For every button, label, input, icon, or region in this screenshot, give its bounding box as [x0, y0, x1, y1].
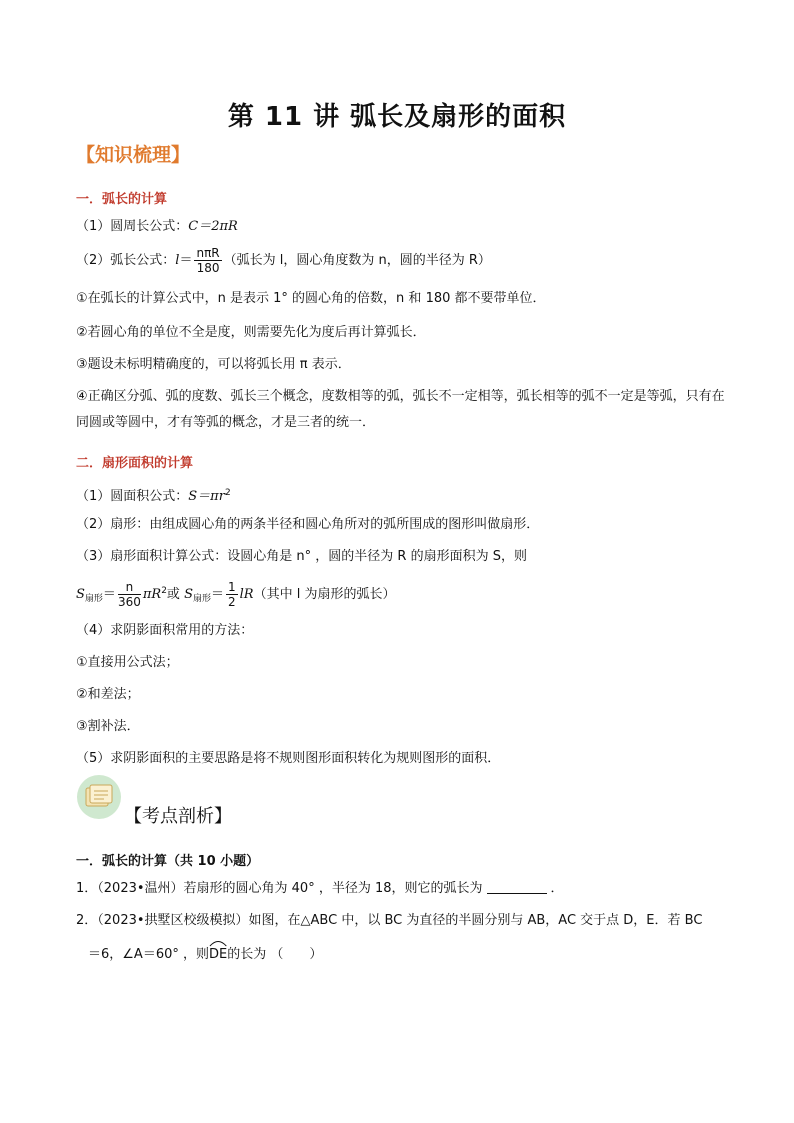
sector-area-piR: πR: [142, 587, 162, 602]
point-3: ③题设未标明精确度的，可以将弧长用 π 表示．: [76, 357, 351, 372]
question-2-line-1: 2．（2023•拱墅区校级模拟）如图，在△ABC 中，以 BC 为直径的半圆分别与 AB，AC 交于点 D，E．若 BC: [76, 913, 703, 928]
fraction-numerator: n: [118, 580, 141, 595]
question-1-end: ．: [550, 881, 564, 896]
sector-area-eq-2: ＝: [210, 587, 224, 602]
sector-area-eq: ＝: [102, 587, 116, 602]
knowledge-section-tag: 【知识梳理】: [76, 144, 191, 166]
fraction-denominator: 2: [228, 595, 236, 609]
sector-area-exponent: 2: [161, 586, 167, 596]
method-2: ②和差法；: [76, 687, 140, 702]
question-1: [76, 880, 564, 898]
page-title: 第 11 讲 弧长及扇形的面积: [227, 102, 567, 132]
method-1: ①直接用公式法；: [76, 655, 179, 670]
arc-length-label: （2）弧长公式：: [76, 253, 176, 268]
circumference-label: （1）圆周长公式：: [76, 219, 189, 234]
shaded-area-main-idea: （5）求阴影面积的主要思路是将不规则图形面积转化为规则图形的面积．: [76, 751, 501, 766]
analysis-section-tag: 【考点剖析】: [124, 806, 232, 827]
question-2-end: 的长为 （ ）: [227, 947, 323, 962]
fraction-denominator: 360: [117, 595, 141, 609]
circle-area-label: （1）圆面积公式：: [76, 489, 189, 504]
shaded-area-methods-intro: （4）求阴影面积常用的方法：: [76, 623, 254, 638]
sector-area-subscript-2: 扇形: [192, 594, 211, 604]
section-heading-sector-area: 二．扇形面积的计算: [76, 456, 194, 471]
sector-area-subscript: 扇形: [84, 594, 103, 604]
circumference-formula: C＝2πR: [188, 219, 238, 234]
sector-definition: （2）扇形：由组成圆心角的两条半径和圆心角所对的弧所围成的图形叫做扇形．: [76, 517, 540, 532]
arc-length-fraction: [194, 246, 221, 275]
method-3: ③割补法．: [76, 719, 140, 734]
arc-length-eq: ＝: [179, 253, 193, 268]
fraction-denominator: 180: [196, 261, 220, 275]
question-2-line-2: [88, 946, 322, 964]
arc-length-note: （弧长为 l，圆心角度数为 n，圆的半径为 R）: [223, 253, 491, 268]
sector-area-symbol-2: S: [184, 587, 193, 602]
point-2: ②若圆心角的单位不全是度，则需要先化为度后再计算弧长．: [76, 325, 426, 340]
arc-length-formula-line: [76, 246, 491, 275]
section-heading-exercises: 一．弧长的计算（共 10 小题）: [76, 854, 260, 869]
question-2-text: ＝6，∠A＝60° ，则: [88, 947, 209, 962]
sector-area-or: 或: [166, 587, 185, 602]
answer-blank[interactable]: [487, 881, 547, 894]
fraction-numerator: 1: [228, 580, 236, 594]
arc-symbol: [209, 946, 227, 964]
point-1: ①在弧长的计算公式中，n 是表示 1° 的圆心角的倍数，n 和 180 都不要带单位．: [76, 291, 546, 306]
circle-area-exponent: 2: [224, 488, 231, 498]
point-4: ④正确区分弧、弧的度数、弧长三个概念，度数相等的弧，弧长不一定相等，弧长相等的弧不一定是等弧，只有在同圆或等圆中，才有等弧的概念，才是三者的统一．: [76, 389, 725, 430]
sector-area-note: （其中 l 为扇形的弧长）: [253, 587, 396, 602]
arc-label: DE: [209, 947, 228, 962]
circle-area-formula-line: [76, 484, 231, 506]
sector-area-fraction-2: [226, 580, 238, 609]
circumference-formula-line: [76, 218, 238, 236]
section-heading-arc-length: 一．弧长的计算: [76, 192, 168, 207]
arc-length-var: l: [175, 253, 180, 268]
question-1-text: 1．（2023•温州）若扇形的圆心角为 40° ，半径为 18，则它的弧长为: [76, 881, 483, 896]
arc-over-icon: [209, 939, 227, 947]
sector-area-symbol: S: [76, 587, 85, 602]
notebook-icon: [76, 774, 122, 820]
circle-area-formula: S＝πr: [188, 489, 225, 504]
sector-area-formula-line: [76, 580, 395, 609]
sector-area-fraction-1: [118, 580, 141, 609]
sector-area-intro: （3）扇形面积计算公式：设圆心角是 n° ，圆的半径为 R 的扇形面积为 S，则: [76, 549, 527, 564]
fraction-numerator: nπR: [196, 246, 220, 260]
sector-area-lR: lR: [239, 587, 254, 602]
